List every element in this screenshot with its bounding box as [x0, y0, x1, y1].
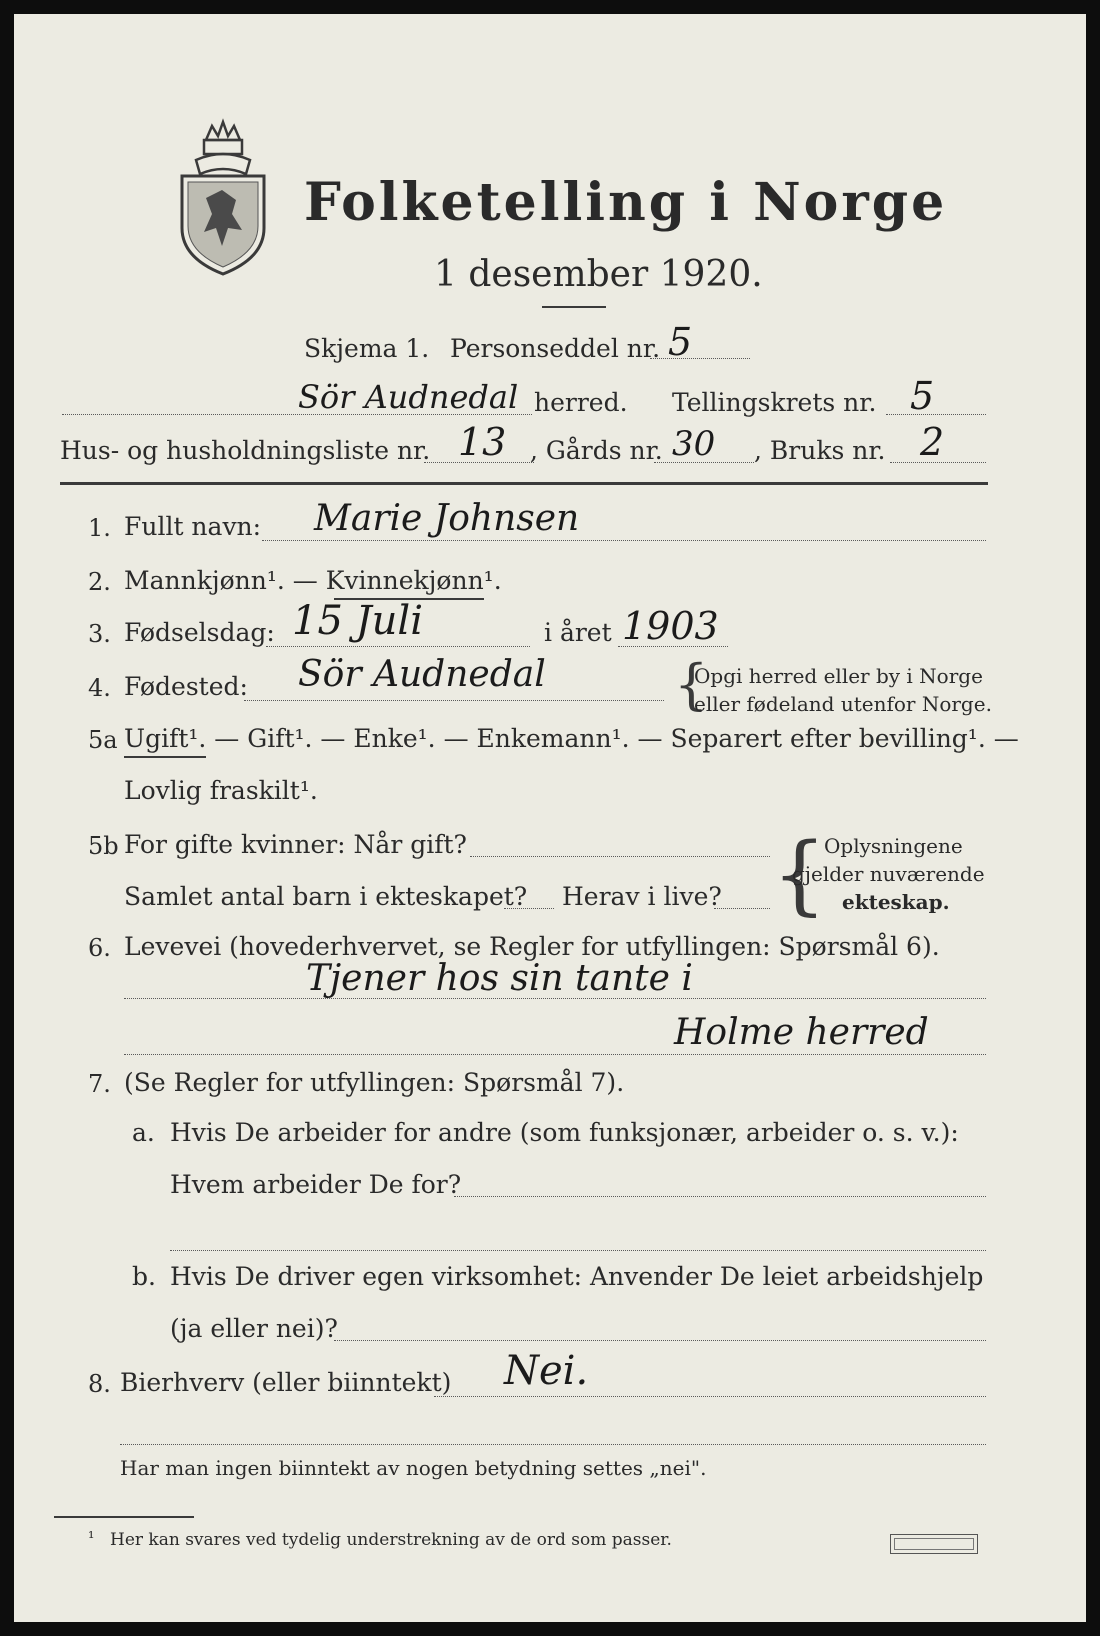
q5b-children-label: Samlet antal barn i ekteskapet? — [124, 882, 528, 911]
q4-value: Sör Audnedal — [298, 654, 546, 695]
q4-label: Fødested: — [124, 672, 248, 701]
q4-note-line2: eller fødeland utenfor Norge. — [694, 692, 992, 716]
personseddel-label: Personseddel nr. — [450, 334, 661, 363]
q5b-alive-label: Herav i live? — [562, 882, 722, 911]
q2-label: Mannkjønn¹. — Kvinnekjønn¹. — [124, 566, 502, 595]
q5b-children-field — [504, 908, 554, 909]
q7a-line2: Hvem arbeider De for? — [170, 1170, 462, 1199]
gards-label: , Gårds nr. — [530, 436, 663, 465]
q3-year-value: 1903 — [622, 604, 719, 648]
q4-field — [244, 700, 664, 701]
q3-number: 3. — [88, 620, 111, 648]
gards-value: 30 — [672, 424, 716, 464]
q1-value: Marie Johnsen — [314, 498, 580, 539]
q8-field-line2 — [120, 1444, 986, 1445]
husliste-value: 13 — [458, 420, 507, 464]
form-title: Folketelling i Norge — [304, 172, 948, 233]
q5b-note-line1: Oplysningene — [824, 834, 963, 858]
footnote-mark: ¹ — [88, 1528, 95, 1547]
q5b-brace: { — [772, 825, 827, 925]
q8-label: Bierhverv (eller biinntekt) — [120, 1368, 452, 1397]
footer-note: Har man ingen biinntekt av nogen betydning settes „nei". — [120, 1456, 707, 1480]
q7-number: 7. — [88, 1070, 111, 1098]
title-divider — [542, 306, 606, 308]
q1-number: 1. — [88, 514, 111, 542]
q5a-line2: Lovlig fraskilt¹. — [124, 776, 318, 805]
q7b-letter: b. — [132, 1262, 156, 1291]
bruks-value: 2 — [920, 420, 945, 464]
tellingskrets-value: 5 — [910, 374, 935, 418]
tellingskrets-label: Tellingskrets nr. — [672, 388, 877, 417]
q5a-number: 5a — [88, 726, 118, 754]
q7b-field — [334, 1340, 986, 1341]
q4-note-line1: Opgi herred eller by i Norge — [694, 664, 983, 688]
q3-value: 15 Juli — [292, 598, 423, 644]
q5a-underline — [124, 756, 206, 758]
q1-label: Fullt navn: — [124, 512, 262, 541]
skjema-label: Skjema 1. — [304, 334, 430, 363]
husliste-label: Hus- og husholdningsliste nr. — [60, 436, 431, 465]
q7-label: (Se Regler for utfyllingen: Spørsmål 7). — [124, 1068, 625, 1097]
q3-label: Fødselsdag: — [124, 618, 275, 647]
bruks-label: , Bruks nr. — [754, 436, 886, 465]
printer-stamp-icon — [890, 1534, 978, 1554]
q5b-married-field — [470, 856, 770, 857]
q6-number: 6. — [88, 934, 111, 962]
q7a-field-line2 — [170, 1250, 986, 1251]
footnote-rule — [54, 1516, 194, 1518]
q8-number: 8. — [88, 1370, 111, 1398]
q7a-field-line1 — [454, 1196, 986, 1197]
q6-value-line2: Holme herred — [674, 1012, 929, 1053]
coat-of-arms-icon — [176, 118, 270, 278]
q6-value-line1: Tjener hos sin tante i — [306, 958, 693, 999]
census-date: 1 desember 1920. — [434, 254, 763, 295]
q7a-letter: a. — [132, 1118, 155, 1147]
q1-field — [262, 540, 986, 541]
personseddel-field — [650, 358, 750, 359]
q5b-note-line3: ekteskap. — [842, 890, 950, 914]
q7a-line1: Hvis De arbeider for andre (som funksjonær, arbeider o. s. v.): — [170, 1118, 959, 1147]
q4-brace: { — [674, 653, 709, 716]
census-form-page — [14, 14, 1086, 1622]
q7b-line1: Hvis De driver egen virksomhet: Anvender De leiet arbeidshjelp — [170, 1262, 984, 1291]
q5b-number: 5b — [88, 832, 119, 860]
q5b-line1: For gifte kvinner: Når gift? — [124, 830, 467, 859]
q5a-line1: Ugift¹. — Gift¹. — Enke¹. — Enkemann¹. — Separert efter bevilling¹. — — [124, 724, 1019, 753]
q3-field — [266, 646, 530, 647]
q5b-note-line2: gjelder nuværende — [792, 862, 985, 886]
header-rule — [60, 482, 988, 485]
q7b-line2: (ja eller nei)? — [170, 1314, 338, 1343]
q6-label: Levevei (hovederhvervet, se Regler for utfyllingen: Spørsmål 6). — [124, 932, 940, 961]
q6-field-line2 — [124, 1054, 986, 1055]
herred-label: herred. — [534, 388, 628, 417]
footnote-text: Her kan svares ved tydelig understrekning av de ord som passer. — [110, 1530, 672, 1550]
q3-year-label: i året — [544, 618, 612, 647]
q5b-alive-field — [714, 908, 770, 909]
q2-number: 2. — [88, 568, 111, 596]
q4-number: 4. — [88, 674, 111, 702]
q8-value: Nei. — [504, 1348, 589, 1394]
tellingskrets-field — [886, 414, 986, 415]
personseddel-value: 5 — [668, 320, 693, 364]
q8-field-line1 — [434, 1396, 986, 1397]
herred-value: Sör Audnedal — [298, 378, 519, 416]
